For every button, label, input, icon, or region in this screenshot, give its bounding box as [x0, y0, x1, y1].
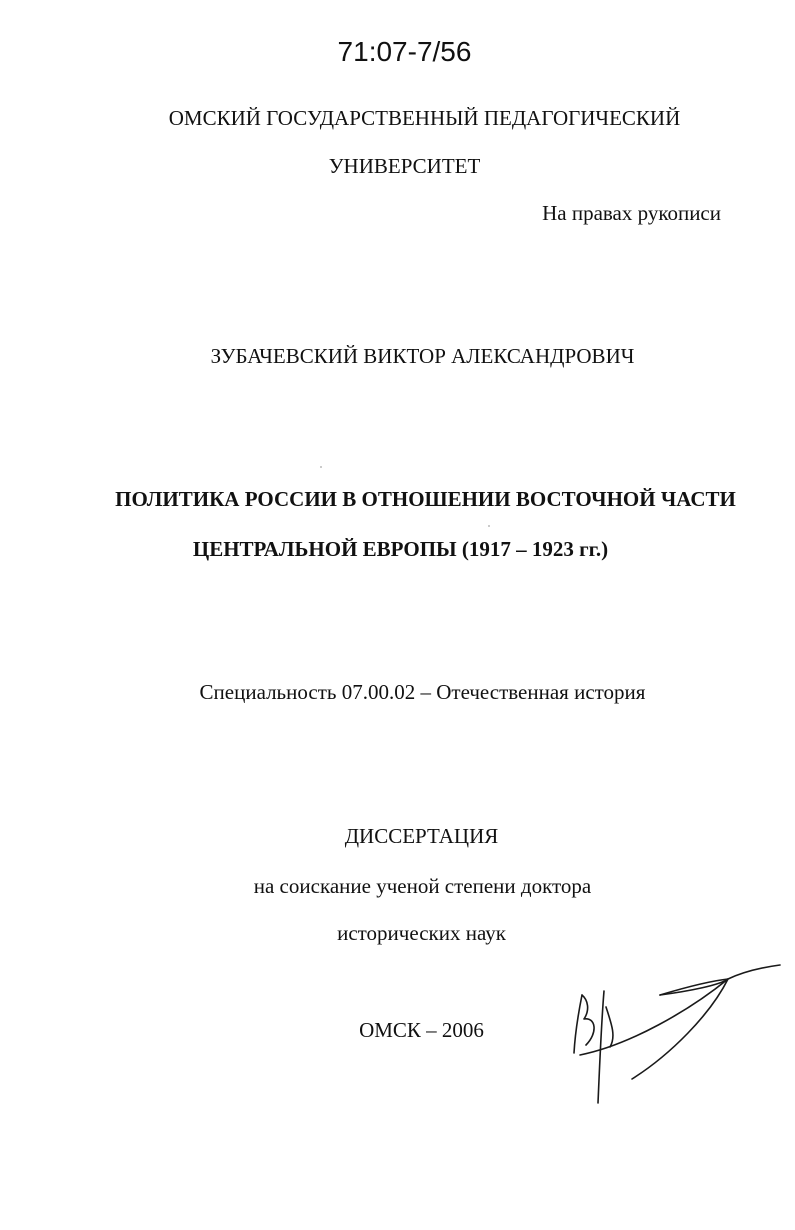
institution-name-line-1: ОМСКИЙ ГОСУДАРСТВЕННЫЙ ПЕДАГОГИЧЕСКИЙ	[168, 106, 681, 130]
scan-speck	[320, 466, 322, 468]
degree-line-2: исторических наук	[337, 921, 506, 945]
handwritten-signature	[560, 955, 790, 1115]
specialty: Специальность 07.00.02 – Отечественная история	[199, 680, 646, 704]
degree-line-1: на соискание ученой степени доктора	[253, 874, 592, 898]
archive-code: 71:07-7/56	[337, 36, 472, 67]
scan-speck	[488, 525, 490, 527]
author-name: ЗУБАЧЕВСКИЙ ВИКТОР АЛЕКСАНДРОВИЧ	[210, 344, 635, 368]
institution-name-line-2: УНИВЕРСИТЕТ	[328, 154, 481, 178]
dissertation-title-line-2: ЦЕНТРАЛЬНОЙ ЕВРОПЫ (1917 – 1923 гг.)	[192, 537, 609, 561]
manuscript-note: На правах рукописи	[542, 201, 721, 225]
city-year: ОМСК – 2006	[359, 1018, 484, 1042]
work-type: ДИССЕРТАЦИЯ	[344, 824, 499, 848]
dissertation-title-line-1: ПОЛИТИКА РОССИИ В ОТНОШЕНИИ ВОСТОЧНОЙ ЧАСТИ	[115, 487, 736, 511]
